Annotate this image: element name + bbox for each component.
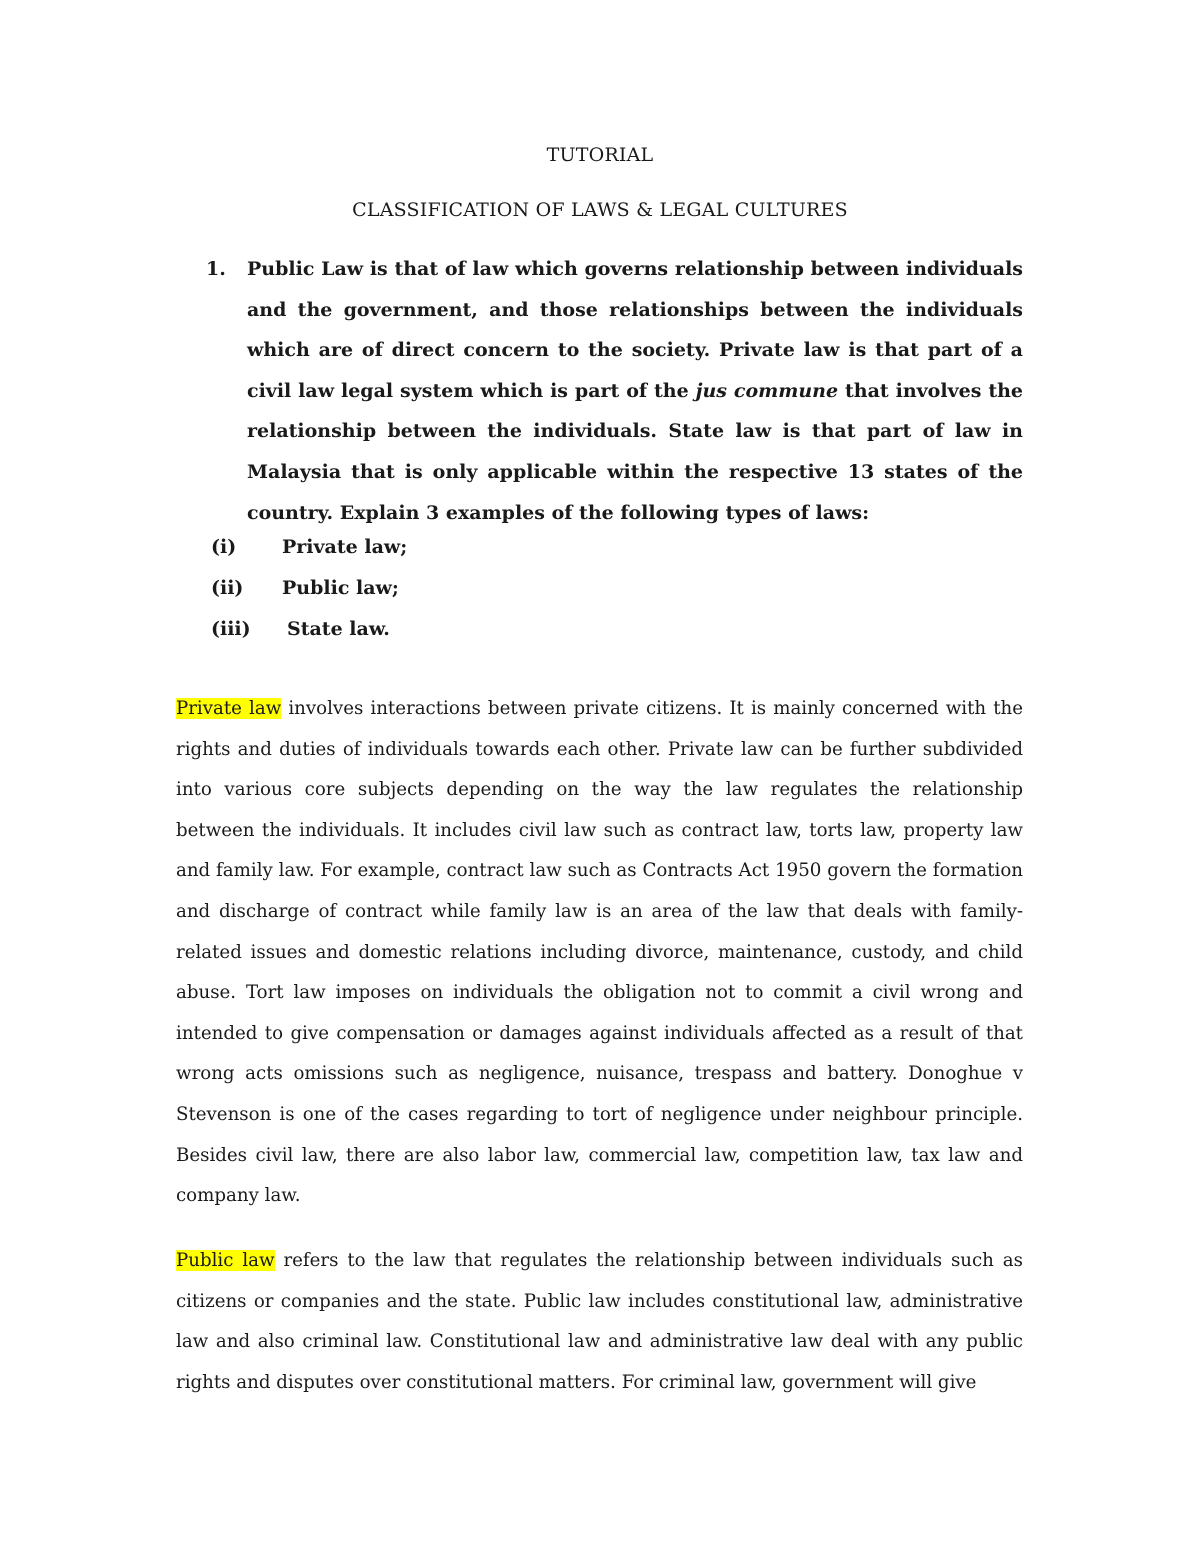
subitem-marker: (i) (211, 536, 237, 558)
highlighted-term: Public law (176, 1250, 275, 1271)
paragraph-text: refers to the law that regulates the relationship between individuals such as citizens or companies and the state. Public law includes constitutional law, administrative law and also criminal law. Constitutional law and administrative law deal with any public rights and disputes over constitutional matters. For criminal law, government will give (176, 1250, 1023, 1393)
document-subtitle: CLASSIFICATION OF LAWS & LEGAL CULTURES (352, 199, 848, 221)
subitem-label: Private law; (282, 536, 408, 558)
subitem-label: Public law; (282, 577, 399, 599)
document-title: TUTORIAL (546, 144, 654, 166)
answer-paragraph-private-law (176, 689, 1023, 1217)
question-text-part-1: Public Law is that of law which governs relationship between individuals and the government, and those relationships between the individuals which are of direct concern to the society. Private law is that part of a civil law legal system which is part of the (247, 258, 1023, 402)
subitem-marker: (ii) (211, 577, 244, 599)
answer-paragraph-public-law (176, 1241, 1023, 1403)
subitem-label: State law. (287, 618, 390, 640)
question-text-part-2: that involves the relationship between the individuals. State law is that part of law in Malaysia that is only applicable within the respective 13 states of the country. Explain 3 examples of the following types of laws: (247, 379, 1023, 524)
subitem-marker: (iii) (211, 618, 251, 640)
question-number: 1. (206, 258, 226, 280)
highlighted-term: Private law (176, 698, 282, 719)
question-italic-term: jus commune (695, 379, 839, 402)
paragraph-text: involves interactions between private citizens. It is mainly concerned with the rights and duties of individuals towards each other. Private law can be further subdivided into various core subjects depending on the way the law regulates the relationship between the individuals. It includes civil law such as contract law, torts law, property law and family law. For example, contract law such as Contracts Act 1950 govern the formation and discharge of contract while family law is an area of the law that deals with family-related issues and domestic relations including divorce, maintenance, custody, and child abuse. Tort law imposes on individuals the obligation not to commit a civil wrong and intended to give compensation or damages against individuals affected as a result of that wrong acts omissions such as negligence, nuisance, trespass and battery. Donoghue v Stevenson is one of the cases regarding to tort of negligence under neighbour principle. Besides civil law, there are also labor law, commercial law, competition law, tax law and company law. (176, 698, 1023, 1207)
question-text (247, 249, 1023, 533)
